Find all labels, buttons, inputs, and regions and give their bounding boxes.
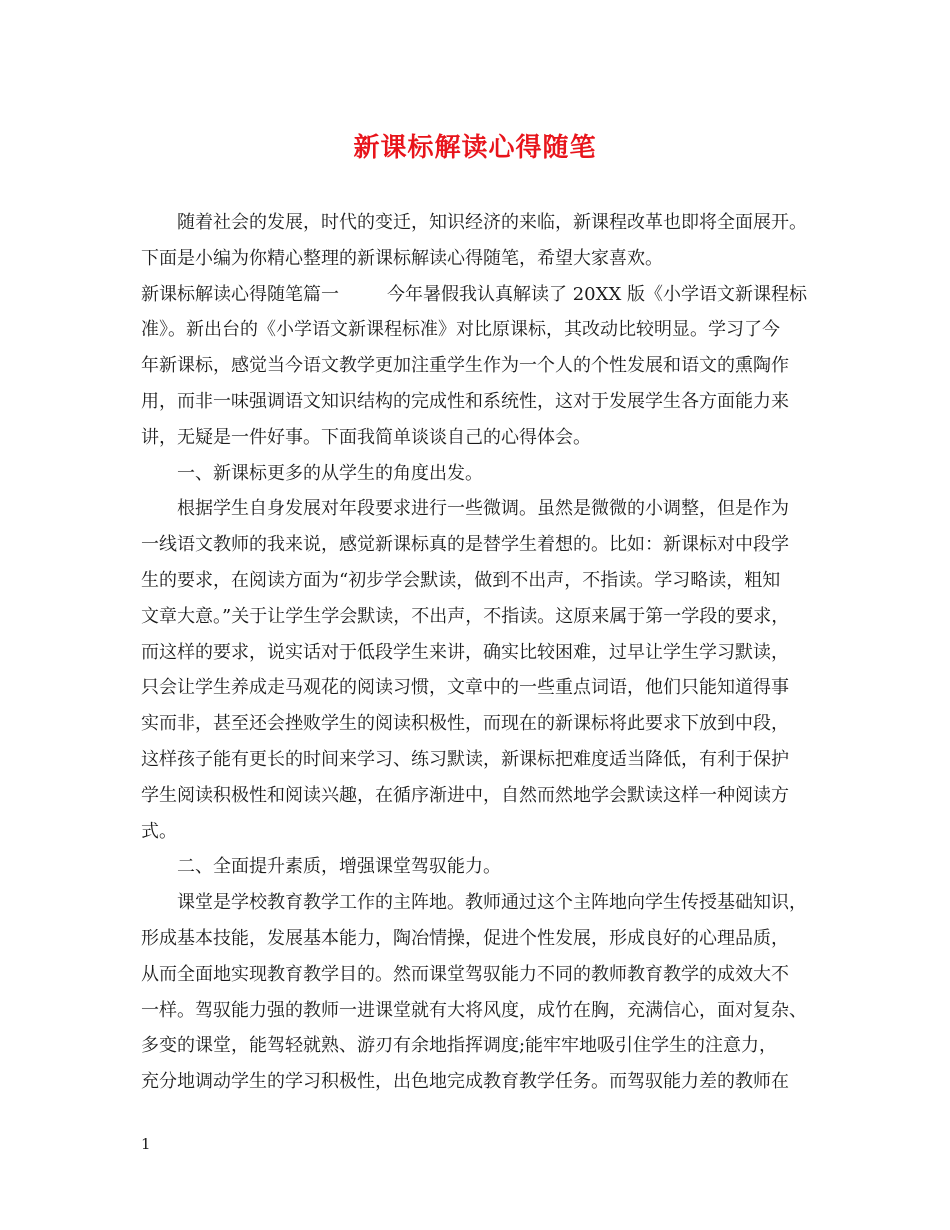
paragraph-line: 准》。新出台的《小学语文新课程标准》对比原课标，其改动比较明显。学习了今	[141, 319, 780, 341]
paragraph-line: 讲，无疑是一件好事。下面我简单谈谈自己的心得体会。	[141, 426, 591, 448]
section-heading-line	[141, 277, 821, 313]
paragraph-line: 一线语文教师的我来说，感觉新课标真的是替学生着想的。比如：新课标对中段学	[141, 534, 789, 556]
paragraph-line: 课堂是学校教育教学工作的主阵地。教师通过这个主阵地向学生传授基础知识，	[177, 892, 807, 914]
section-heading: 新课标解读心得随笔篇一	[141, 283, 339, 305]
paragraph-line: 生的要求，在阅读方面为“初步学会默读，做到不出声，不指读。学习略读，粗知	[141, 569, 781, 591]
paragraph-line: 从而全面地实现教育教学目的。然而课堂驾驭能力不同的教师教育教学的成效大不	[141, 963, 789, 985]
paragraph-line: 实而非，甚至还会挫败学生的阅读积极性，而现在的新课标将此要求下放到中段，	[141, 713, 789, 735]
section-first-line: 今年暑假我认真解读了 20XX 版《小学语文新课程标	[387, 283, 807, 305]
page-title: 新课标解读心得随笔	[353, 133, 597, 163]
paragraph-line: 而这样的要求，说实话对于低段学生来讲，确实比较困难，过早让学生学习默读，	[141, 641, 789, 663]
intro-line: 下面是小编为你精心整理的新课标解读心得随笔，希望大家喜欢。	[141, 247, 663, 269]
paragraph-line: 这样孩子能有更长的时间来学习、练习默读，新课标把难度适当降低，有利于保护	[141, 748, 789, 770]
paragraph-line: 年新课标，感觉当今语文教学更加注重学生作为一个人的个性发展和语文的熏陶作	[141, 355, 789, 377]
intro-line: 随着社会的发展，时代的变迁，知识经济的来临，新课程改革也即将全面展开。	[177, 212, 807, 233]
point-heading: 一、新课标更多的从学生的角度出发。	[177, 462, 483, 484]
paragraph-line: 用，而非一味强调语文知识结构的完成性和系统性，这对于发展学生各方面能力来	[141, 390, 789, 412]
paragraph-line: 形成基本技能，发展基本能力，陶冶情操，促进个性发展，形成良好的心理品质，	[141, 927, 789, 949]
paragraph-line: 学生阅读积极性和阅读兴趣，在循序渐进中，自然而然地学会默读这样一种阅读方	[141, 784, 789, 806]
paragraph-line: 只会让学生养成走马观花的阅读习惯，文章中的一些重点词语，他们只能知道得事	[141, 677, 789, 699]
paragraph-line: 文章大意。”关于让学生学会默读，不出声，不指读。这原来属于第一学段的要求，	[141, 605, 790, 627]
paragraph-line: 一样。驾驭能力强的教师一进课堂就有大将风度，成竹在胸，充满信心，面对复杂、	[141, 999, 807, 1021]
document-body	[141, 205, 821, 1100]
paragraph-line: 充分地调动学生的学习积极性，出色地完成教育教学任务。而驾驭能力差的教师在	[141, 1071, 789, 1093]
paragraph-line: 根据学生自身发展对年段要求进行一些微调。虽然是微微的小调整，但是作为	[177, 498, 789, 520]
point-heading: 二、全面提升素质，增强课堂驾驭能力。	[177, 856, 501, 878]
page-number: 1	[141, 1135, 151, 1153]
paragraph-line: 多变的课堂，能驾轻就熟、游刃有余地指挥调度;能牢牢地吸引住学生的注意力，	[141, 1035, 778, 1057]
paragraph-line: 式。	[141, 820, 177, 842]
